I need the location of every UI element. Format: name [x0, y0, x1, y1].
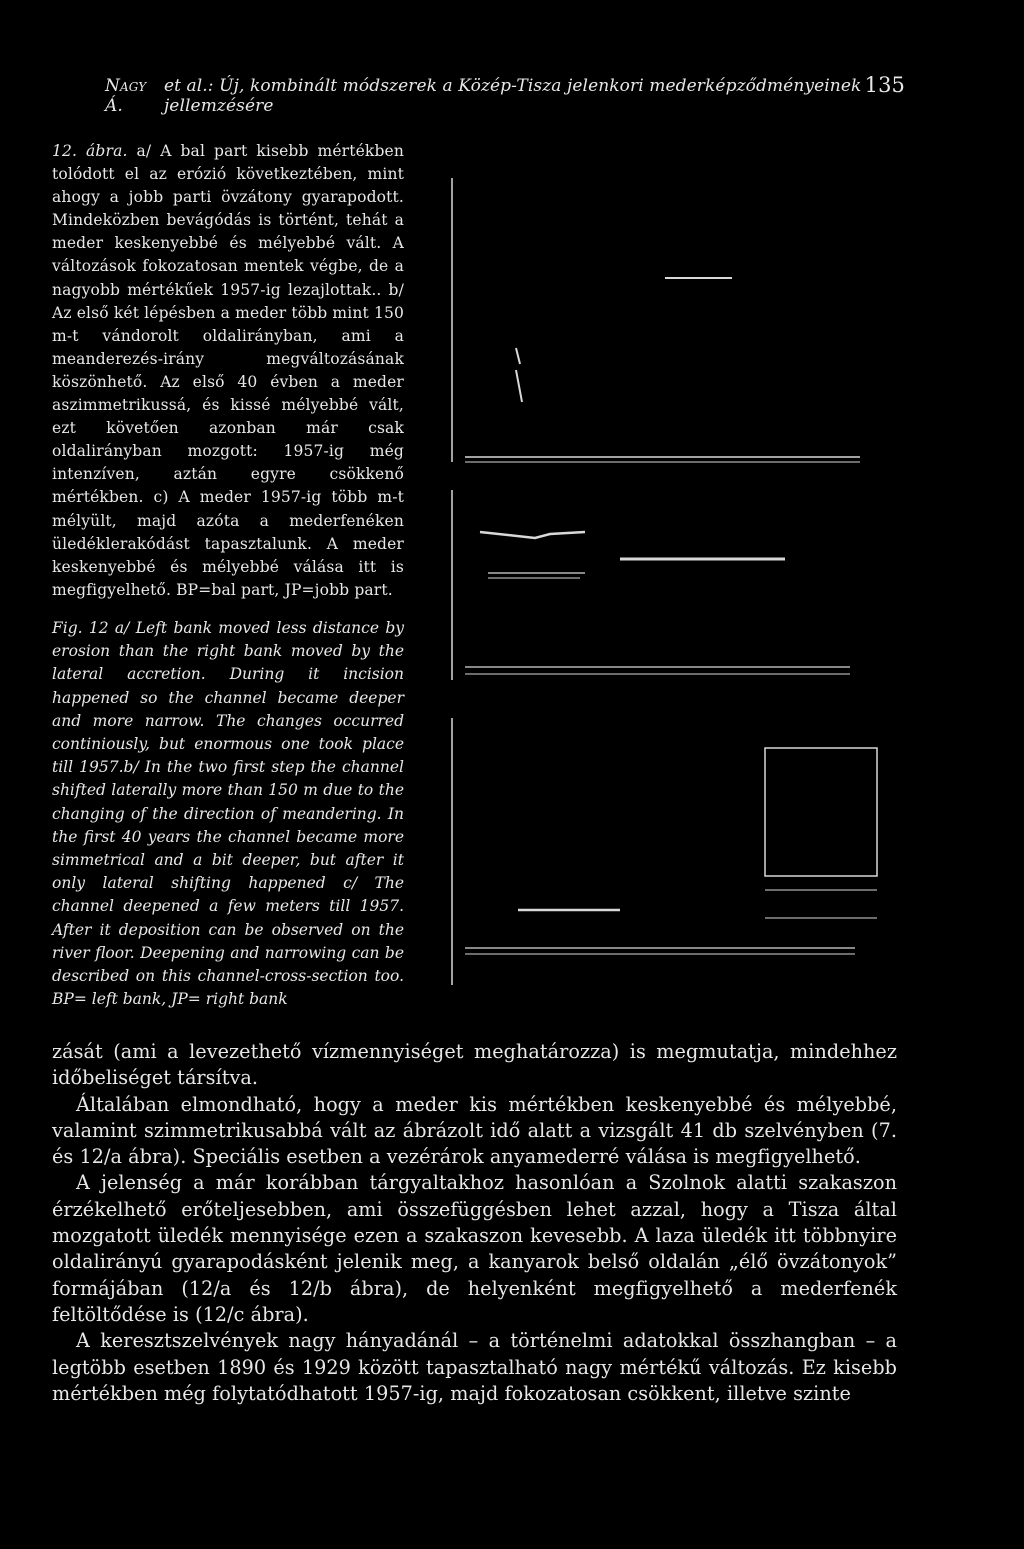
header-authors: Nagy Á. — [105, 76, 147, 116]
panel-c-legend-box — [765, 748, 877, 876]
header-title: et al.: Új, kombinált módszerek a Közép-Tisza jelenkori mederképződményeinek jellemzésére — [163, 76, 862, 116]
caption-hu-text: a/ A bal part kisebb mértékben tolódott el az erózió következtében, mint ahogy a jobb parti övzátony gyarapodott. Mindeközben bevágódás is történt, tehát a meder keskenyebbé és mélyebbé vált. A változások fokozatosan mentek végbe, de a nagyobb mértékűek 1957-ig lezajlottak.. b/ Az első két lépésben a meder több mint 150 m-t vándorolt oldalirányban, ami a meanderezés-irány megváltozásának köszönhető. Az első 40 évben a meder aszimmetrikussá, és kissé mélyebbé vált, ezt követően azonban már csak oldalirányban mozgott: 1957-ig még intenzíven, aztán egyre csökkenő mértékben. c) A meder 1957-ig több m-t mélyült, majd azóta a mederfenéken üledéklerakódást tapasztalunk. A meder keskenyebbé és mélyebbé válása itt is megfigyelhető. BP=bal part, JP=jobb part. — [52, 142, 405, 599]
paragraph-3: A jelenség a már korábban tárgyaltakhoz hasonlóan a Szolnok alatti szakaszon érzékelhető erőteljesebben, ami összefüggésben lehet azzal, hogy a Tisza által mozgatott üledék mennyisége ezen a szakaszon kevesebb. A laza üledék itt többnyire oldalirányú gyarapodásként jelenik meg, a kanyarok belső oldalán „élő övzátonyok” formájában (12/a és 12/b ábra), de helyenként megfigyelhető a mederfenék feltöltődése is (12/c ábra). — [52, 1171, 897, 1326]
page-number: 135 — [864, 73, 905, 97]
panel-a-bank-profile — [516, 348, 522, 402]
caption-en-text: Fig. 12 a/ Left bank moved less distance by erosion than the right bank moved by the lateral accretion. During it incision happened so the channel became deeper and more narrow. The changes occurred continiously, but enormous one took place till 1957.b/ In the two first step the channel shifted laterally more than 150 m due to the changing of the direction of meandering. In the first 40 years the channel became more simmetrical and a bit deeper, but after it only lateral shifting happened c/ The channel deepened a few meters till 1957. After it deposition can be observed on the river floor. Deepening and narrowing can be described on this channel-cross-section too. BP= left bank, JP= right bank — [52, 619, 404, 1009]
panel-b-channel — [480, 532, 585, 538]
body-text — [52, 1039, 897, 1407]
running-header — [105, 73, 905, 116]
figure-caption-english — [52, 617, 404, 1011]
cross-section-figure — [440, 170, 890, 990]
caption-label: 12. ábra. — [52, 142, 128, 160]
paragraph-4: A keresztszelvények nagy hányadánál – a történelmi adatokkal összhangban – a legtöbb esetben 1890 és 1929 között tapasztalható nagy mértékű változás. Ez kisebb mértékben még folytatódhatott 1957-ig, majd fokozatosan csökkent, illetve szinte — [52, 1329, 897, 1405]
paragraph-2: Általában elmondható, hogy a meder kis mértékben keskenyebbé és mélyebbé, valamint szimmetrikusabbá vált az ábrázolt idő alatt a vizsgált 41 db szelvényben (7. és 12/a ábra). Speciális esetben a vezérárok anyamederré válása is megfigyelhető. — [52, 1092, 897, 1169]
figure-caption-hungarian — [52, 140, 404, 602]
paragraph-1: zását (ami a levezethető vízmennyiséget meghatározza) is megmutatja, mindehhez időbeliséget társítva. — [52, 1040, 897, 1090]
